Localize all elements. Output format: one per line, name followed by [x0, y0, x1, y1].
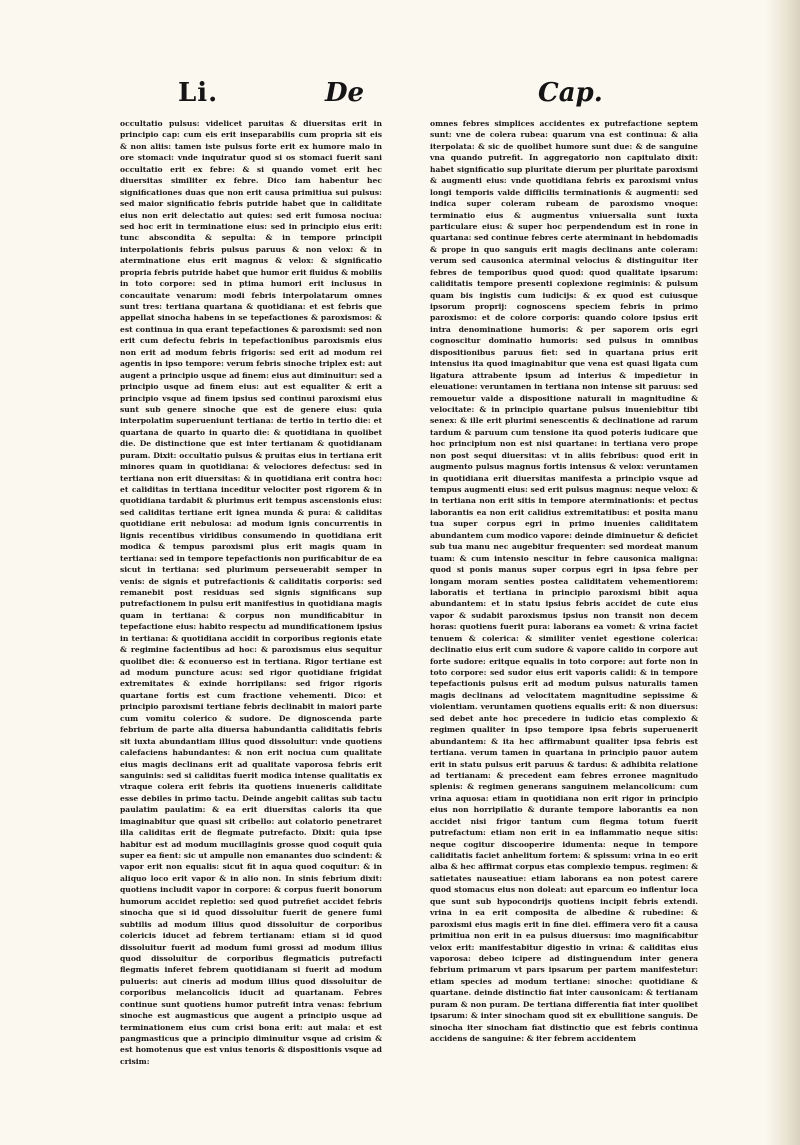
- text-column-left: [120, 118, 383, 1066]
- running-head-right: Cap.: [538, 78, 603, 108]
- column-right-text: omnes febres simplices accidentes ex putrefactione septem sunt: vne de colera rubea: quarum vna est continua: & alia iterpolata: & sic de quolibet humore sunt due: & de sanguine vna quando putrefit. In aggregatorio non capitulato dixit: habet significatio sup pluritate dierum per pluritate paroxismi & augmenti eius: vnde quotidiana febris ex paroxismi vnius longi temporis valde difficilis terminationis & augmenti: sed indica super coleram rubeam de paroxismo vnoque: terminatio eius & augmentus vniuersalia sunt iuxta particulare eius: & super hoc perpendendum est in rone in quartana: sed continue febres certe aterminant in hebdomadis & prope in quo sanguis erit magis declinans ante coleram: verum sed causonica aterminal velocius & distinguitur iter febres de temporibus quod quod: quod qualitate ipsarum: caliditatis tempore presenti coplexione regiminis: & pulsum quam bis ingistis cum iudicijs: & ex quod est cuiusque ipsorum proprij: cognoscens speciem febris in primo paroxismo: et de colore corporis: quando colore ipsius erit intra denominatione humoris: & per saporem oris egri cognoscitur dominatio humoris: sed pulsus in omnibus dispositionibus paruus fiet: sed in quartana prius erit intensius ita quod imaginabitur que vena est quasi ligata cum ligatura attrabente ipsum ad interius & impedietur in eleuatione: veruntamen in tertiana non intense sit paruus: sed remouetur valde a dispositione naturali in magnitudine & velocitate: & in principio quartane pulsus inueniebitur tibi senex: & ille erit plurimi senescentis & declinatione ad rarum tardum & paruum cum tensione ita quod poteris iudicare que hoc principium non est nisi quartane: in tertiana vero prope non post sequi diuersitas: vt in aliis febribus: quod erit in augmento pulsus magnus fortis intensus & velox: veruntamen in quotidiana erit diuersitas manifesta a principio vsque ad tempus augmenti eius: sed erit pulsus magnus: neque velox: & in tertiana non erit sitis in tempore aterminationis: et pectus laborantis ea non erit calidius extremitatibus: et posita manu tua super corpus egri in primo inuenies caliditatem abundantem cum modico vapore: deinde diminuetur & deficiet sub tua manu nec augebitur frequenter: sed mordeat manum tuam: & cum intensio nescitur in febre causonica maligna: quod si ponis manus super corpus egri in ipsa febre per longam moram senties postea caliditatem vehementiorem: laboratis et tertiana in principio paroxismi bibit aqua abundantem: et in statu ipsius febris accidet de cute eius vapor & sudabit paroxismus ipsius non transit non decem horas: quotiens fuerit pura: laborans ea vomet: & vrina faciet tenuem & colerica: & similiter veniet egestione colerica: declinatio eius erit cum sudore & vapore calido in corpore aut forte sudore: eritque equalis in toto corpore: aut forte non in toto corpore: sed sudor eius erit vaporis calidi: & in tempore tepefactionis pulsus erit ad modum pulsus naturalis tamen magis declinans ad velocitatem magnitudine sepissime & violentiam. veruntamen quotiens equalis erit: & non diuersus: sed debet ante hoc precedere in iudicio etas complexio & regimen qualiter in ipso tempore ipsa febris superuenerit abundantem: & ita hec affirmabunt qualiter ipsa febris est tertiana. verum tamen in quartana in principio pauor autem erit in statu pulsus erit paruus & tardus: & adhibita relatione ad tertianam: & precedent eam febres erronee magnitudo splenis: & regimen generans sanguinem melancolicum: cum vrina aquosa: etiam in quotidiana non erit rigor in principio eius non horripilatio & durante tempore laborantis ea non accidet nisi frigor tantum cum flegma totum fuerit putrefactum: etiam non erit in ea inflammatio neque sitis: neque cogitur discooperire idumenta: neque in tempore caliditatis faciet anhelitum fortem: & spissum: vrina in eo erit alba & hec affirmat corpus etas complexio tempus. regimen: & satietates nauseatiue: etiam laborans ea non potest carere quod stomacus eius non doleat: aut eparcum eo inflentur loca que sunt sub hypocondrijs quotiens incipit febris extendi. vrina in ea erit composita de albedine & rubedine: & paroxismi eius magis erit in fine diei. effimera vero fit a causa primitiua non erit in ea pulsus diuersus: imo magnificabitur velox erit: manifestabitur digestio in vrina: & caliditas eius vaporosa: debeo icipere ad distinguendum inter genera febrium primarum vt pars ipsarum per partem manifestetur: etiam species ad modum tertiane: sinoche: quotidiane & quartane. deinde distinctio fiat inter causonicam: & tertianam puram & non puram. De tertiana differentia fiat inter quolibet ipsarum: & inter sinocham quod sit ex ebullitione sanguis. De sinocha iter sinocham fiat distinctio que est febris continua accidens de sanguine: & iter febrem accidentem: [430, 119, 698, 1043]
- page-header: [0, 78, 800, 118]
- page-edge-shadow: [766, 0, 800, 1145]
- text-column-right: [430, 118, 698, 1043]
- running-head-left: De: [325, 78, 365, 108]
- column-left-text: occultatio pulsus: videlicet paruitas & diuersitas erit in principio cap: cum eis erit inseparabilis cum propria sit eis & non aliis: tamen iste pulsus forte erit ex humore malo in ore stomaci: vnde inquiratur quod si os stomaci fuerit sani occultatio erit ex febre: & si quando vomet erit hec diuersitas similiter ex febre. Dico iam habentur hec significationes duas que non erit causa primitiua sui pulsus: sed maior significatio febris putride habet que in caliditate eius non erit delectatio aut quies: sed erit fumosa nociua: sed hoc erit in terminatione eius: sed in principio eius erit: tunc abscondita & sepulta: & in tempore principii interpolationis febris pulsus paruus & non velox: & in aterminatione eius erit magnus & velox: & significatio propria febris putride habet que humor erit fluidus & mobilis in toto corpore: sed in ptima humori erit inclusus in concauitate venarum: modi febris interpolatarum omnes sunt tres: tertiana quartana & quotidiana: et est febris que appellat sinocha habens in se tepefactiones & paroxismos: & est continua in qua erant tepefactiones & paroxismi: sed non erit cum defectu febris in tepefactionibus paroxismis eius non erit ad modum febris frigoris: sed erit ad modum rei agentis in ipso tempore: verum febris sinoche triplex est: aut augent a principio usque ad finem: eius aut diminuitur: sed a principio usque ad finem eius: aut est equaliter & erit a principio vsque ad finem ipsius sed continui paroxismi eius sunt sub genere sinoche que est de genere eius: quia interpolatim superueniunt tertiana: de tertio in tertio die: et quartana de quarto in quarto die: & quotidiana in quolibet die. De distinctione que est inter tertianam & quotidianam puram. Dixit: occultatio pulsus & pruitas eius in tertiana erit minores quam in quotidiana: & velociores defectus: sed in tertiana non erit diuersitas: & in quotidiana erit contra hoc: et caliditas in tertiana inceditur velociter post rigorem & in quotidiana tardabit & plurimus erit tempus ascensionis eius: sed caliditas tertiane erit ignea munda & pura: & caliditas quotidiane erit nebulosa: ad modum ignis concurrentis in lignis recentibus viridibus consumendo in quotidiana erit modica & tempus paroxismi plus erit magis quam in tertiana: sed in tempore tepefactionis non purificabitur de ea sicut in tertiana: sed plurimum perseuerabit semper in venis: de signis et putrefactionis & caliditatis corporis: sed remanebit post residuas sed signis significans sup putrefactionem in pulsu erit manifestius in quotidiana magis quam in tertiana: & corpus non mundificabitur in tepefactione eius: habito respectu ad mundificationem ipsius in tertiana: & quotidiana accidit in corporibus regionis etate & regimine facientibus ad hoc: & paroxismus eius sequitur quolibet die: & econuerso est in tertiana. Rigor tertiane est ad modum puncture acus: sed rigor quotidiane frigidat extremitates & exinde horripilans: sed frigor rigoris quartane fortis est cum fractione vehementi. Dico: et principio paroxismi tertiane febris declinabit in maiori parte cum vomitu colerico & sudore. De dignoscenda parte febrium de parte alia diuersa habundantia caliditatis febris sit iuxta abundantiam illius quod dissoluitur: vnde quotiens calefaciens habundantes: & non erit nociua cum qualitate eius magis declinans erit ad qualitate vaporosa febris erit sanguinis: sed si caliditas fuerit modica intense qualitatis ex vtraque colera erit febris ita quotiens inueneris caliditate esse debiles in primo tactu. Deinde angebit calitas sub tactu paulatim paulatim: & ea erit diuersitas caloris ita que imaginabitur que quasi sit cribello: aut colatorio penetraret illa caliditas erit de flegmate putrefacto. Dixit: quia ipse habitur est ad modum mucillaginis grosse quod coquit quia super ea fient: sic ut ampulle non emanantes duo scindent: & vapor erit non equalis: sicut fit in aqua quod coquitur: & in aliquo loco erit vapor & in alio non. In sinis febrium dixit: quotiens includit vapor in corpore: & corpus fuerit bonorum humorum accidet repletio: sed quod putrefiet accidet febris sinocha que si id quod dissoluitur fuerit de genere fumi subtilis ad modum illius quod dissoluitur de corporibus colericis iducet ad febrem tertianam: etiam si id quod dissoluitur fuerit ad modum fumi grossi ad modum illius quod dissoluitur de corporibus flegmaticis putrefacti flegmatis inferet febrem quotidianam si fuerit ad modum pulueris: aut cineris ad modum illius quod dissoluitur de corporibus melancolicis iducit ad quartanam. Febres continue sunt quotiens humor putrefit intra venas: febrium sinoche est augmasticus que augent a principio usque ad terminationem eius cum crisi bona erit: aut mala: et est pangmasticus que a principio diminuitur vsque ad crisim & est homotenus que est vnius tenoris & dispositionis vsque ad crisim:: [120, 119, 383, 1066]
- folio-number: Li.: [178, 78, 219, 108]
